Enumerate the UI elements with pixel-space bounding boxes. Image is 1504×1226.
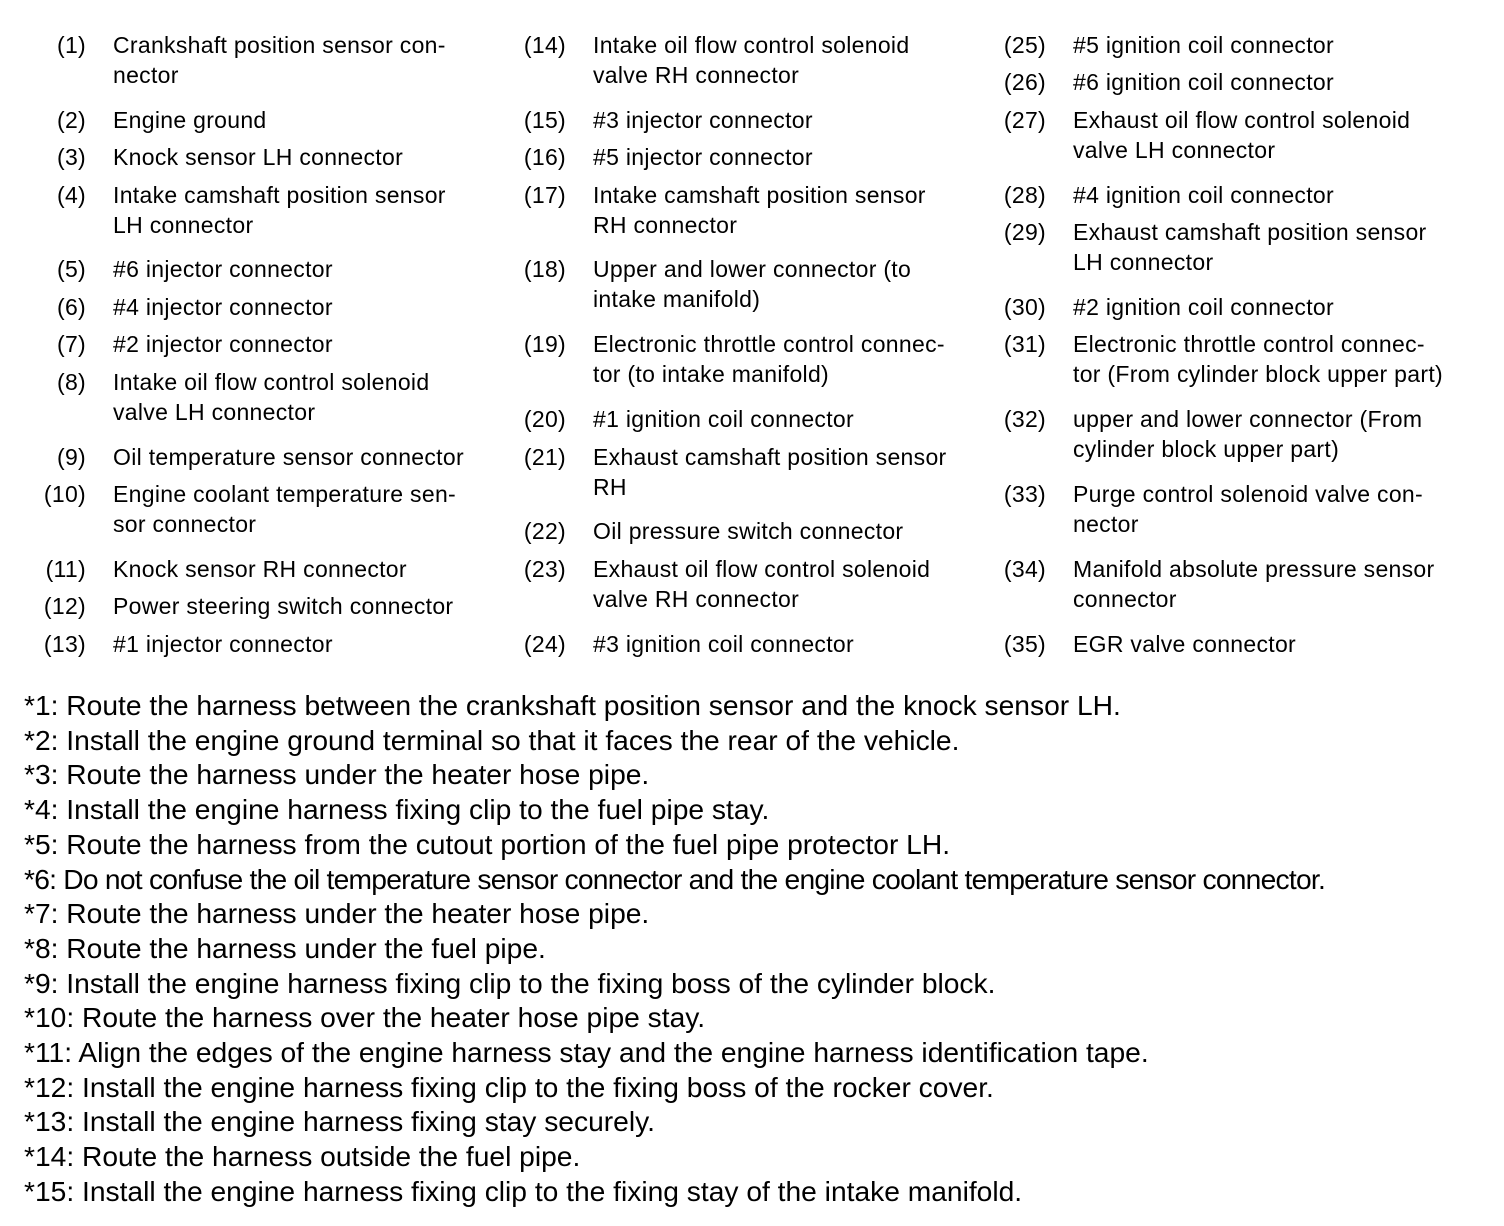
item-label: Knock sensor RH connector	[113, 556, 407, 582]
item-label: Intake oil flow control solenoid valve LH connector	[113, 369, 430, 425]
note-line: *3: Route the harness under the heater hose pipe.	[24, 758, 650, 791]
item-label: Intake camshaft position sensor LH connector	[113, 182, 446, 238]
item-number: (12)	[43, 593, 86, 619]
item-label: Engine ground	[113, 107, 267, 133]
item-label: Exhaust camshaft position sensor RH	[593, 444, 947, 500]
legend-column-3	[960, 0, 1443, 680]
note-line: *6: Do not confuse the oil temperature sensor connector and the engine coolant temperature sensor connector.	[24, 862, 1326, 895]
item-label: Oil temperature sensor connector	[113, 444, 464, 470]
item-label: Crankshaft position sensor con- nector	[113, 32, 446, 88]
note-line: *7: Route the harness under the heater hose pipe.	[24, 897, 650, 930]
item-label: #3 ignition coil connector	[593, 631, 854, 657]
item-label: #1 ignition coil connector	[593, 406, 854, 432]
note-line: *14: Route the harness outside the fuel pipe.	[24, 1140, 581, 1173]
note-line: *9: Install the engine harness fixing clip to the fixing boss of the cylinder block.	[24, 966, 996, 999]
item-number: (34)	[1003, 556, 1046, 582]
item-number: (11)	[45, 556, 86, 582]
item-number: (8)	[56, 369, 86, 395]
item-number: (2)	[56, 107, 86, 133]
item-number: (33)	[1003, 481, 1046, 507]
item-number: (10)	[43, 481, 86, 507]
item-number: (20)	[523, 406, 566, 432]
note-line: *11: Align the edges of the engine harness stay and the engine harness identification tape.	[24, 1036, 1149, 1068]
item-number: (6)	[56, 294, 86, 320]
item-number: (5)	[56, 256, 86, 282]
legend-column-2	[480, 0, 960, 680]
item-number: (35)	[1003, 631, 1046, 657]
item-number: (16)	[523, 144, 566, 170]
item-label: #4 injector connector	[113, 294, 333, 320]
item-label: #1 injector connector	[113, 631, 333, 657]
item-label: Oil pressure switch connector	[593, 518, 904, 544]
item-number: (21)	[523, 444, 566, 470]
installation-notes	[24, 688, 1494, 1218]
item-label: #6 ignition coil connector	[1073, 69, 1334, 95]
note-line: *12: Install the engine harness fixing clip to the fixing boss of the rocker cover.	[24, 1070, 994, 1103]
item-label: upper and lower connector (From cylinder block upper part)	[1073, 406, 1423, 462]
legend-column-1	[0, 0, 480, 680]
item-label: #5 injector connector	[593, 144, 813, 170]
item-number: (9)	[56, 444, 86, 470]
item-label: Exhaust camshaft position sensor LH connector	[1073, 219, 1427, 275]
note-line: *10: Route the harness over the heater hose pipe stay.	[24, 1001, 706, 1034]
item-number: (15)	[523, 107, 566, 133]
item-number: (32)	[1003, 406, 1046, 432]
item-number: (1)	[56, 32, 86, 58]
note-line: *4: Install the engine harness fixing clip to the fuel pipe stay.	[24, 793, 770, 826]
item-label: EGR valve connector	[1073, 631, 1297, 657]
item-label: Electronic throttle control connec- tor (From cylinder block upper part)	[1073, 331, 1443, 387]
item-number: (3)	[56, 144, 86, 170]
note-line: *2: Install the engine ground terminal so that it faces the rear of the vehicle.	[24, 723, 960, 756]
item-number: (14)	[523, 32, 566, 58]
item-label: Engine coolant temperature sen- sor connector	[113, 481, 457, 537]
item-number: (19)	[523, 331, 566, 357]
item-number: (22)	[523, 518, 566, 544]
item-number: (18)	[523, 256, 566, 282]
item-label: #4 ignition coil connector	[1073, 182, 1334, 208]
item-label: #6 injector connector	[113, 256, 333, 282]
item-label: Manifold absolute pressure sensor connector	[1073, 556, 1435, 612]
item-label: Exhaust oil flow control solenoid valve RH connector	[593, 556, 931, 612]
note-line: *15: Install the engine harness fixing clip to the fixing stay of the intake manifold.	[24, 1174, 1023, 1207]
note-line: *1: Route the harness between the crankshaft position sensor and the knock sensor LH.	[24, 689, 1121, 721]
item-label: Exhaust oil flow control solenoid valve LH connector	[1073, 107, 1411, 163]
item-label: #2 ignition coil connector	[1073, 294, 1334, 320]
item-label: Electronic throttle control connec- tor (to intake manifold)	[593, 331, 945, 387]
note-line: *8: Route the harness under the fuel pipe.	[24, 931, 546, 964]
item-number: (27)	[1003, 107, 1046, 133]
item-number: (31)	[1003, 331, 1046, 357]
item-number: (25)	[1003, 32, 1046, 58]
item-number: (7)	[56, 331, 86, 357]
item-number: (23)	[523, 556, 566, 582]
item-label: Upper and lower connector (to intake manifold)	[593, 256, 912, 312]
item-label: Power steering switch connector	[113, 593, 454, 619]
item-number: (26)	[1003, 69, 1046, 95]
item-number: (28)	[1003, 182, 1046, 208]
item-label: Purge control solenoid valve con- nector	[1073, 481, 1423, 537]
item-number: (29)	[1003, 219, 1046, 245]
item-number: (30)	[1003, 294, 1046, 320]
item-label: Intake oil flow control solenoid valve RH connector	[593, 32, 910, 88]
item-label: Intake camshaft position sensor RH connector	[593, 182, 926, 238]
item-label: #3 injector connector	[593, 107, 813, 133]
item-number: (24)	[523, 631, 566, 657]
item-label: #2 injector connector	[113, 331, 333, 357]
item-number: (13)	[43, 631, 86, 657]
item-label: Knock sensor LH connector	[113, 144, 404, 170]
note-line: *13: Install the engine harness fixing stay securely.	[24, 1105, 655, 1138]
item-label: #5 ignition coil connector	[1073, 32, 1334, 58]
item-number: (17)	[523, 182, 566, 208]
item-number: (4)	[56, 182, 86, 208]
note-line: *5: Route the harness from the cutout portion of the fuel pipe protector LH.	[24, 827, 951, 860]
